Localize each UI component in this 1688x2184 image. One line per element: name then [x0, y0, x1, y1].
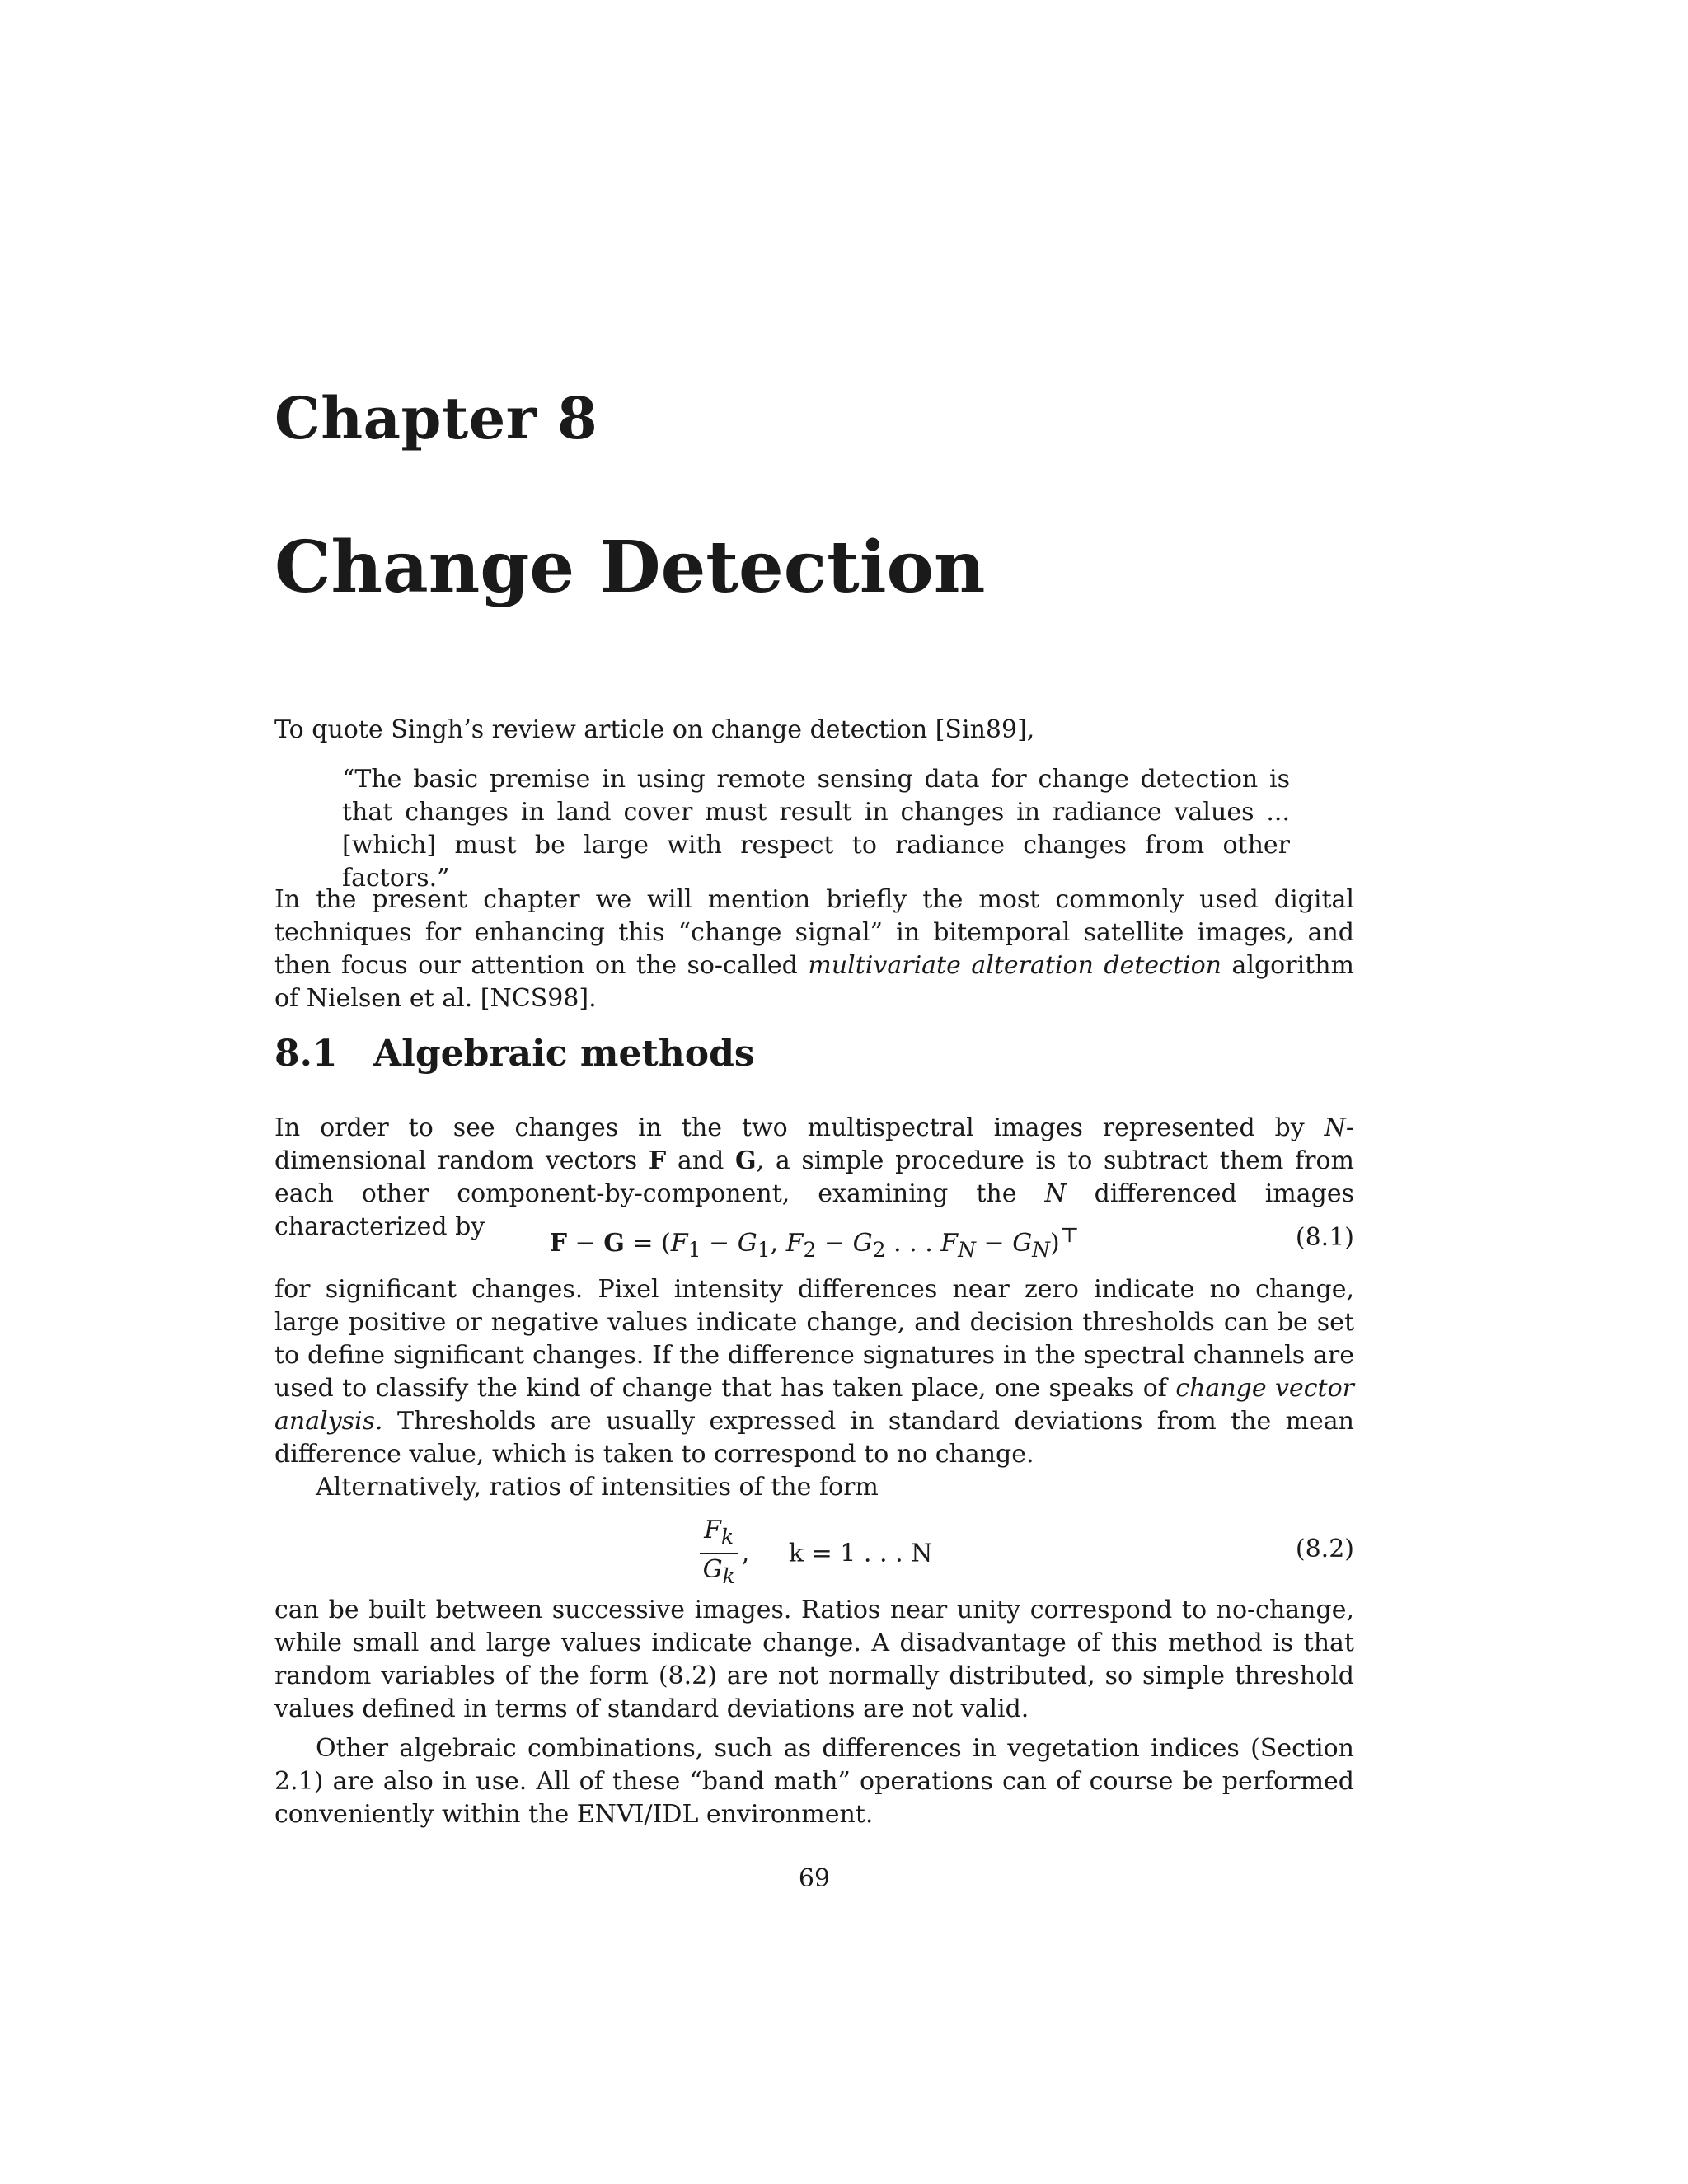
intro-paragraph: In the present chapter we will mention briefly the most commonly used digital techniques for enhancing this “change signal” in bitemporal satellite images, and then focus our attention on the so-called multivariate alteration detection algorithm of Nielsen et al. [NCS98].	[274, 885, 1354, 1013]
equation-body: $\frac{F_k}{G_k}$ , k = 1 . . . N	[274, 1515, 1354, 1592]
paragraph-4: can be built between successive images. Ratios near unity correspond to no-change, while small and large values indicate change. A disadvantage of this method is that random variables of the form (8.2) are not normally distributed, so simple threshold values defined in terms of standard deviations are not valid.	[274, 1596, 1354, 1723]
page-number: 69	[798, 1864, 831, 1893]
equation-body: $F - G = (F_1 - G_1$, $F_2 - G_2$ . . . $F_N - G_N)^⊤$	[549, 1223, 1080, 1262]
equation-tag: (8.1)	[1295, 1223, 1354, 1252]
chapter-number: Chapter 8	[274, 384, 598, 452]
section-heading	[274, 1033, 755, 1075]
intro-lead: To quote Singh’s review article on change detection [Sin89],	[274, 715, 1035, 744]
equation-tag: (8.2)	[1295, 1535, 1354, 1563]
equation-8-2	[274, 1515, 1354, 1586]
paragraph-2: for significant changes. Pixel intensity differences near zero indicate no change, large positive or negative values indicate change, and decision thresholds can be set to define significant changes. If the difference signatures in the spectral channels are used to classify the kind of change that has taken place, one speaks of change vector analysis. Thresholds are usually expressed in standard deviations from the mean difference value, which is taken to correspond to no change.	[274, 1275, 1354, 1469]
paragraph-3: Alternatively, ratios of intensities of the form	[316, 1473, 879, 1502]
paragraph-1: In order to see changes in the two multispectral images represented by N-dimensional random vectors F and G, a simple procedure is to subtract them from each other component-by-component, examining the N differenced images characterized by	[274, 1113, 1354, 1241]
emphasis-cva: change vector analysis.	[274, 1374, 1354, 1436]
emphasis-mad: multivariate alteration detection	[808, 951, 1221, 980]
equation-8-1	[274, 1223, 1354, 1272]
paragraph-5: Other algebraic combinations, such as differences in vegetation indices (Section 2.1) are also in use. All of these “band math” operations can of course be performed conveniently within the ENVI/IDL environment.	[274, 1734, 1354, 1829]
block-quote: “The basic premise in using remote sensing data for change detection is that changes in land cover must result in changes in radiance values ... [which] must be large with respect to radiance changes from other factors.”	[342, 765, 1290, 893]
section-number: 8.1	[274, 1033, 338, 1075]
chapter-title: Change Detection	[274, 526, 986, 609]
section-title: Algebraic methods	[373, 1033, 755, 1075]
fraction: $\frac{F_k}{G_k}$	[700, 1515, 738, 1592]
